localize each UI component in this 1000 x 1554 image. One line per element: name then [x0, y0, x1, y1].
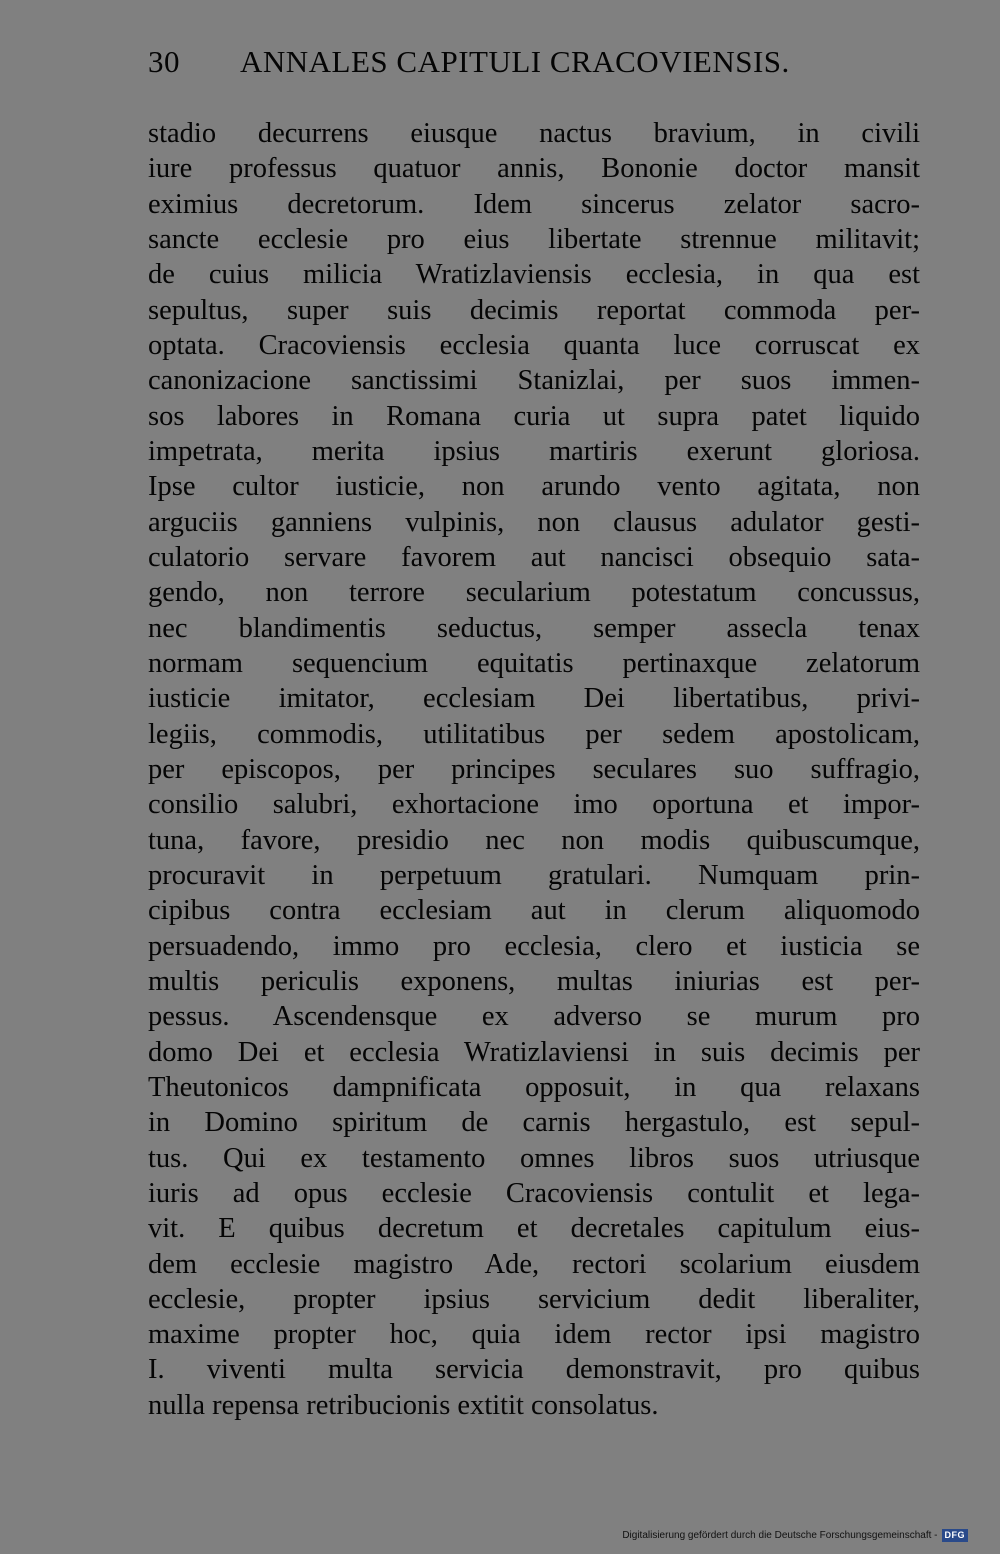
text-line: canonizacione sanctissimi Stanizlai, per suos immen-	[148, 365, 920, 397]
text-line: impetrata, merita ipsius martiris exerunt gloriosa.	[148, 435, 920, 467]
body-text	[148, 116, 920, 1423]
text-line: sepultus, super suis decimis reportat commoda per-	[148, 294, 920, 326]
text-line: iure professus quatuor annis, Bononie doctor mansit	[148, 153, 920, 185]
text-line: eximius decretorum. Idem sincerus zelator sacro-	[148, 188, 920, 220]
text-line: consilio salubri, exhortacione imo oportuna et impor-	[148, 789, 920, 821]
text-line: de cuius milicia Wratizlaviensis ecclesia, in qua est	[148, 259, 920, 291]
text-line: dem ecclesie magistro Ade, rectori scolarium eiusdem	[148, 1248, 920, 1280]
running-title: ANNALES CAPITULI CRACOVIENSIS.	[240, 44, 790, 79]
text-line: culatorio servare favorem aut nancisci obsequio sata-	[148, 541, 920, 573]
text-line: multis periculis exponens, multas iniurias est per-	[148, 965, 920, 997]
credit-text: Digitalisierung gefördert durch die Deutsche Forschungsgemeinschaft -	[622, 1530, 938, 1541]
dfg-logo: DFG	[942, 1529, 969, 1542]
text-line: sancte ecclesie pro eius libertate strennue militavit;	[148, 223, 920, 255]
text-line: optata. Cracoviensis ecclesia quanta luce corruscat ex	[148, 329, 920, 361]
text-line: ecclesie, propter ipsius servicium dedit liberaliter,	[148, 1283, 920, 1315]
text-line: vit. E quibus decretum et decretales capitulum eius-	[148, 1213, 920, 1245]
text-line: cipibus contra ecclesiam aut in clerum aliquomodo	[148, 895, 920, 927]
text-line: per episcopos, per principes seculares suo suffragio,	[148, 753, 920, 785]
text-line: tus. Qui ex testamento omnes libros suos utriusque	[148, 1142, 920, 1174]
text-line: iuris ad opus ecclesie Cracoviensis contulit et lega-	[148, 1177, 920, 1209]
text-line: maxime propter hoc, quia idem rector ipsi magistro	[148, 1319, 920, 1351]
text-line: legiis, commodis, utilitatibus per sedem apostolicam,	[148, 718, 920, 750]
text-line: procuravit in perpetuum gratulari. Numquam prin-	[148, 859, 920, 891]
text-line: Theutonicos dampnificata opposuit, in qua relaxans	[148, 1071, 920, 1103]
page-number: 30	[148, 44, 180, 79]
text-line: nec blandimentis seductus, semper assecla tenax	[148, 612, 920, 644]
text-line: persuadendo, immo pro ecclesia, clero et iusticia se	[148, 930, 920, 962]
text-line: iusticie imitator, ecclesiam Dei libertatibus, privi-	[148, 683, 920, 715]
text-line: tuna, favore, presidio nec non modis quibuscumque,	[148, 824, 920, 856]
text-line: normam sequencium equitatis pertinaxque zelatorum	[148, 647, 920, 679]
text-line: Ipse cultor iusticie, non arundo vento agitata, non	[148, 471, 920, 503]
text-line: I. viventi multa servicia demonstravit, pro quibus	[148, 1354, 920, 1386]
text-line: in Domino spiritum de carnis hergastulo, est sepul-	[148, 1107, 920, 1139]
text-line: nulla repensa retribucionis extitit consolatus.	[148, 1389, 659, 1421]
text-line: domo Dei et ecclesia Wratizlaviensi in suis decimis per	[148, 1036, 920, 1068]
digitization-credit	[622, 1529, 968, 1542]
text-line: sos labores in Romana curia ut supra patet liquido	[148, 400, 920, 432]
page-header	[148, 44, 838, 84]
text-line: arguciis ganniens vulpinis, non clausus adulator gesti-	[148, 506, 920, 538]
text-line: stadio decurrens eiusque nactus bravium, in civili	[148, 118, 920, 149]
text-line: pessus. Ascendensque ex adverso se murum pro	[148, 1001, 920, 1033]
text-line: gendo, non terrore secularium potestatum concussus,	[148, 577, 920, 609]
